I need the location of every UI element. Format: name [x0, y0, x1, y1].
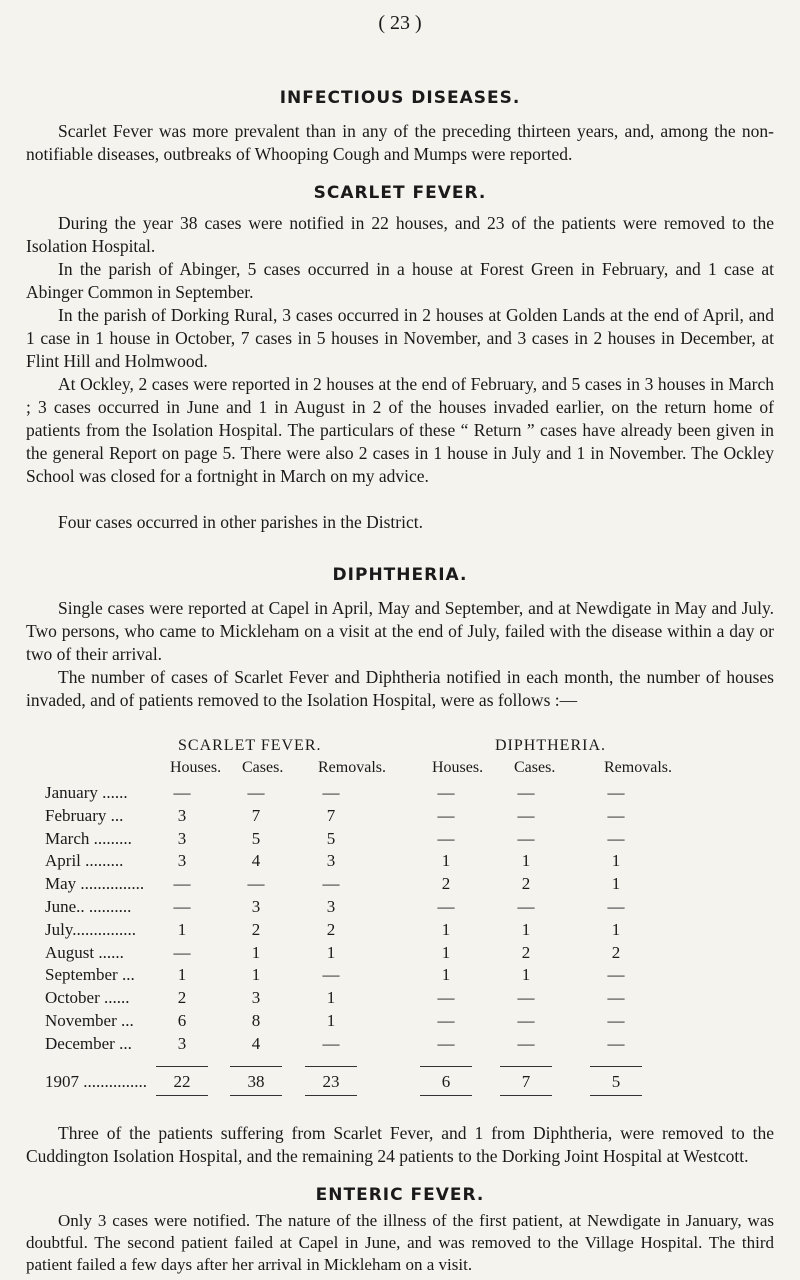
total-cell: 5 — [611, 1072, 621, 1091]
table-cell: — — [247, 783, 265, 802]
column-header: Houses. — [170, 759, 222, 776]
table-row-month: March ......... — [45, 828, 132, 848]
table-cell: — — [173, 874, 191, 894]
table-cell: 5 — [326, 828, 336, 848]
table-cell: 1 — [611, 874, 621, 894]
table-cell: 1 — [251, 942, 261, 962]
table-cell: 1 — [521, 965, 531, 985]
table-cell: — — [517, 805, 535, 825]
table-cell: — — [322, 874, 340, 894]
column-header: Removals. — [604, 759, 672, 776]
total-cell: 38 — [247, 1072, 265, 1091]
diphtheria-paragraph-1: Single cases were reported at Capel in April, May and September, and at Newdigate in May and July. Two persons, who came to Mickleham on a visit at the end of July, failed with the disease within a day or two of their arrival. — [26, 598, 774, 664]
table-cell: — — [322, 965, 340, 985]
table-cell: 1 — [441, 919, 451, 939]
table-cell: — — [437, 1033, 455, 1053]
total-cell: 22 — [173, 1072, 191, 1091]
table-cell: — — [607, 965, 625, 985]
table-cell: 3 — [177, 1033, 187, 1053]
table-cell: 3 — [177, 805, 187, 825]
scarlet-paragraph-5: Four cases occurred in other parishes in the District. — [58, 512, 423, 532]
table-cell: 1 — [611, 919, 621, 939]
table-cell: 3 — [177, 851, 187, 871]
table-cell: 2 — [251, 919, 261, 939]
table-cell: — — [322, 1033, 340, 1053]
table-cell: 1 — [326, 942, 336, 962]
table-row-month: July............... — [45, 919, 136, 939]
table-cell: 3 — [251, 988, 261, 1008]
table-cell: — — [517, 988, 535, 1008]
table-cell: — — [437, 988, 455, 1008]
diphtheria-paragraph-2: The number of cases of Scarlet Fever and Diphtheria notified in each month, the number of houses invaded, and of patients removed to the Isolation Hospital, were as follows :— — [26, 667, 774, 710]
table-cell: — — [247, 874, 265, 894]
column-header: Houses. — [432, 759, 484, 776]
intro-paragraph: Scarlet Fever was more prevalent than in any of the preceding thirteen years, and, among the non-notifiable diseases, outbreaks of Whooping Cough and Mumps were reported. — [26, 121, 774, 164]
table-cell: — — [173, 897, 191, 916]
scarlet-paragraph-2: In the parish of Abinger, 5 cases occurred in a house at Forest Green in February, and 1 case at Abinger Common in September. — [26, 259, 774, 302]
enteric-paragraph: Only 3 cases were notified. The nature of the illness of the first patient, at Newdigate in January, was doubtful. The second patient failed at Capel in June, and was removed to the Village Hospital. The third patient failed a few days after her arrival in Mickleham on a visit. — [26, 1211, 774, 1274]
total-cell: 7 — [521, 1072, 531, 1091]
table-cell: 7 — [251, 805, 261, 825]
table-cell: 3 — [326, 851, 336, 871]
total-cell: 6 — [441, 1072, 451, 1091]
total-rule — [305, 1066, 357, 1067]
table-cell: — — [437, 783, 455, 802]
table-cell: — — [517, 1033, 535, 1053]
table-cell: — — [437, 1011, 455, 1030]
total-rule — [305, 1095, 357, 1096]
table-cell: — — [607, 783, 625, 802]
table-cell: 6 — [177, 1011, 187, 1030]
table-cell: 1 — [251, 965, 261, 985]
table-cell: — — [517, 897, 535, 916]
table-cell: 1 — [611, 851, 621, 871]
table-cell: — — [173, 942, 191, 962]
total-row-label: 1907 ............... — [45, 1072, 147, 1091]
table-cell: 1 — [441, 965, 451, 985]
total-rule — [156, 1066, 208, 1067]
table-cell: — — [173, 783, 191, 802]
table-row-month: October ...... — [45, 988, 130, 1008]
column-header: Cases. — [242, 759, 284, 776]
total-rule — [230, 1095, 282, 1096]
table-cell: — — [607, 1011, 625, 1030]
table-cell: 2 — [521, 942, 531, 962]
table-row-month: April ......... — [45, 851, 124, 871]
total-rule — [420, 1066, 472, 1067]
table-cell: — — [322, 783, 340, 802]
table-cell: 1 — [177, 919, 187, 939]
diphtheria-heading: DIPHTHERIA. — [332, 565, 468, 585]
diphtheria-group-header: DIPHTHERIA. — [495, 737, 606, 754]
table-cell: 3 — [326, 897, 336, 916]
table-cell: — — [517, 828, 535, 848]
scarlet-paragraph-3: In the parish of Dorking Rural, 3 cases occurred in 2 houses at Golden Lands at the end of April, and 1 case in 1 house in October, 7 cases in 5 houses in November, and 3 cases in 2 houses in December, at Flint Hill and Holmwood. — [26, 305, 774, 371]
table-cell: 3 — [177, 828, 187, 848]
total-rule — [590, 1095, 642, 1096]
scarlet-fever-heading: SCARLET FEVER. — [313, 183, 487, 203]
enteric-fever-heading: ENTERIC FEVER. — [315, 1185, 485, 1205]
table-cell: 2 — [441, 874, 451, 894]
table-row-month: May ............... — [45, 874, 145, 894]
table-row-month: January ...... — [45, 783, 128, 802]
table-cell: — — [517, 783, 535, 802]
table-cell: 4 — [251, 851, 261, 871]
total-cell: 23 — [322, 1072, 340, 1091]
table-cell: 1 — [441, 851, 451, 871]
table-cell: 1 — [441, 942, 451, 962]
total-rule — [500, 1066, 552, 1067]
table-row-month: August ...... — [45, 942, 124, 962]
table-cell: 1 — [177, 965, 187, 985]
table-cell: 1 — [326, 988, 336, 1008]
column-header: Removals. — [318, 759, 386, 776]
total-rule — [420, 1095, 472, 1096]
table-cell: — — [517, 1011, 535, 1030]
table-row-month: September ... — [45, 965, 135, 985]
table-row-month: November ... — [45, 1011, 134, 1030]
table-cell: — — [437, 897, 455, 916]
table-cell: 2 — [611, 942, 621, 962]
table-cell: — — [437, 828, 455, 848]
table-cell: 4 — [251, 1033, 261, 1053]
table-cell: — — [607, 897, 625, 916]
table-cell: — — [437, 805, 455, 825]
total-rule — [156, 1095, 208, 1096]
table-cell: — — [607, 828, 625, 848]
section-title: INFECTIOUS DISEASES. — [279, 88, 521, 108]
table-cell: 1 — [326, 1011, 336, 1030]
table-cell: 2 — [326, 919, 336, 939]
table-cell: 2 — [177, 988, 187, 1008]
after-table-paragraph: Three of the patients suffering from Scarlet Fever, and 1 from Diphtheria, were removed to the Cuddington Isolation Hospital, and the remaining 24 patients to the Dorking Joint Hospital at Westcott. — [26, 1123, 774, 1166]
table-row-month: June.. .......... — [45, 897, 132, 916]
table-cell: — — [607, 1033, 625, 1053]
table-cell: 5 — [251, 828, 261, 848]
table-cell: 1 — [521, 851, 531, 871]
total-rule — [590, 1066, 642, 1067]
scarlet-paragraph-1: During the year 38 cases were notified in 22 houses, and 23 of the patients were removed to the Isolation Hospital. — [26, 213, 774, 256]
table-row-month: February ... — [45, 805, 124, 825]
table-cell: — — [607, 805, 625, 825]
table-cell: — — [607, 988, 625, 1008]
table-cell: 1 — [521, 919, 531, 939]
total-rule — [230, 1066, 282, 1067]
scarlet-paragraph-4: At Ockley, 2 cases were reported in 2 houses at the end of February, and 5 cases in 3 houses in March ; 3 cases occurred in June and 1 in August in 2 of the houses invaded earlier, on the return home of patients from the Isolation Hospital. The particulars of these “ Return ” cases have already been given in the general Report on page 5. There were also 2 cases in 1 house in July and 1 in November. The Ockley School was closed for a fortnight in March on my advice. — [26, 374, 774, 486]
table-cell: 8 — [251, 1011, 261, 1030]
column-header: Cases. — [514, 759, 556, 776]
page-number: ( 23 ) — [378, 12, 422, 34]
table-cell: 3 — [251, 897, 261, 916]
table-row-month: December ... — [45, 1033, 132, 1053]
table-cell: 7 — [326, 805, 336, 825]
scarlet-fever-group-header: SCARLET FEVER. — [178, 737, 322, 754]
total-rule — [500, 1095, 552, 1096]
table-cell: 2 — [521, 874, 531, 894]
